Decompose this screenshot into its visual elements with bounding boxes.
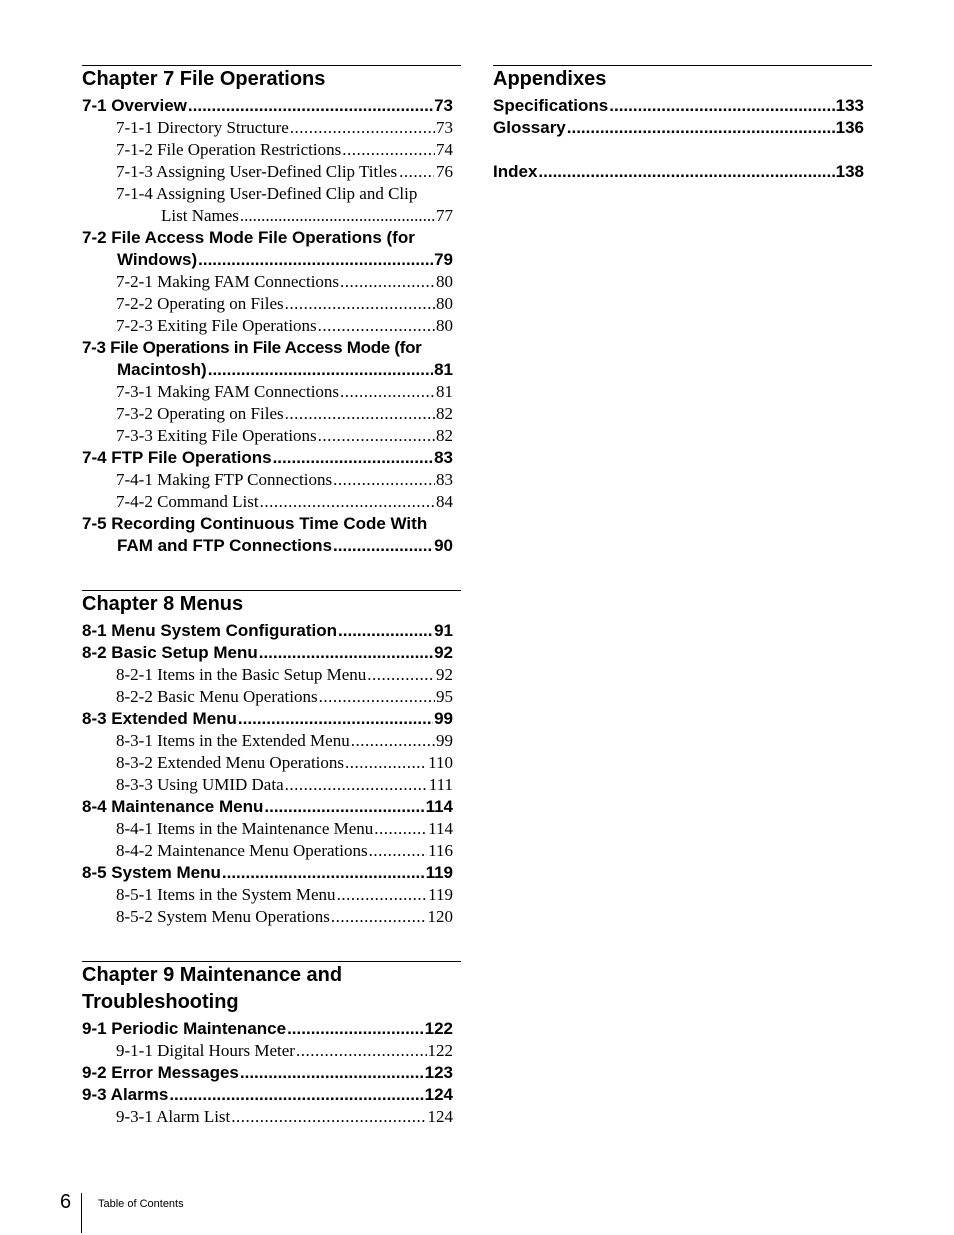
dot-leader <box>240 1062 424 1084</box>
toc-entry-label: 8-2-2 Basic Menu Operations <box>116 687 318 706</box>
toc-page-number: 91 <box>434 621 453 640</box>
toc-entry-label-line2: FAM and FTP Connections <box>117 536 333 555</box>
toc-entry-label-line2: Macintosh) <box>117 360 207 379</box>
left-column <box>82 65 461 1161</box>
dot-leader <box>273 447 434 469</box>
toc-page-number: 81 <box>436 382 453 401</box>
toc-page-number: 95 <box>436 687 453 706</box>
dot-leader <box>567 117 835 139</box>
dot-leader <box>260 491 435 513</box>
dot-leader <box>342 139 435 161</box>
toc-entry-label-line1: 7-1-4 Assigning User-Defined Clip and Clip <box>116 184 418 203</box>
toc-entry-7-1-3[interactable] <box>82 161 453 183</box>
toc-entry-label-line2: Windows) <box>117 250 198 269</box>
dot-leader <box>169 1084 423 1106</box>
toc-page-number: 99 <box>434 709 453 728</box>
toc-entry-8-5[interactable] <box>82 862 453 884</box>
dot-leader <box>351 730 435 752</box>
toc-entry-8-4-2[interactable] <box>82 840 453 862</box>
toc-entry-7-3-1[interactable] <box>82 381 453 403</box>
toc-page-number: 122 <box>427 1041 453 1060</box>
dot-leader <box>264 796 424 818</box>
toc-entry-continuation <box>82 359 453 381</box>
toc-entry-8-3-3[interactable] <box>82 774 453 796</box>
toc-page-number: 73 <box>434 96 453 115</box>
toc-entry-label: 8-1 Menu System Configuration <box>82 621 338 640</box>
toc-entry-continuation <box>116 205 453 227</box>
toc-page-number: 92 <box>436 665 453 684</box>
toc-entry-label: 7-1-1 Directory Structure <box>116 118 289 137</box>
toc-entry-8-5-1[interactable] <box>82 884 453 906</box>
dot-leader <box>290 117 435 139</box>
chapter-9-title-line1: Chapter 9 Maintenance and <box>82 964 343 986</box>
toc-entry-8-3[interactable] <box>82 708 453 730</box>
toc-entry-9-1[interactable] <box>82 1018 453 1040</box>
chapter-9-section <box>82 961 461 1128</box>
toc-entry-label: 9-3-1 Alarm List <box>116 1107 231 1126</box>
dot-leader <box>337 884 428 906</box>
right-column <box>493 65 872 216</box>
toc-entry-label: 9-2 Error Messages <box>82 1063 239 1082</box>
dot-leader <box>340 381 435 403</box>
toc-page-number: 80 <box>436 272 453 291</box>
toc-entry-label: 8-5 System Menu <box>82 863 221 882</box>
toc-entry-9-3[interactable] <box>82 1084 453 1106</box>
toc-entry-7-4-2[interactable] <box>82 491 453 513</box>
chapter-9-title <box>82 962 461 1016</box>
toc-entry-7-5[interactable] <box>82 513 453 557</box>
dot-leader <box>318 315 435 337</box>
toc-entry-label: 8-5-1 Items in the System Menu <box>116 885 336 904</box>
toc-entry-label: 9-1 Periodic Maintenance <box>82 1019 287 1038</box>
toc-entry-label-line2: List Names <box>161 206 239 225</box>
toc-entry-label: 7-3-3 Exiting File Operations <box>116 426 317 445</box>
toc-page-number: 124 <box>427 1107 453 1126</box>
toc-entry-label: Glossary <box>493 118 566 137</box>
dot-leader <box>198 249 433 271</box>
dot-leader <box>338 620 433 642</box>
appendixes-title: Appendixes <box>493 68 607 90</box>
toc-entry-7-4[interactable] <box>82 447 453 469</box>
toc-entry-7-2-3[interactable] <box>82 315 453 337</box>
dot-leader <box>287 1018 424 1040</box>
dot-leader <box>538 161 834 183</box>
toc-page-number: 138 <box>835 162 864 181</box>
dot-leader <box>238 708 433 730</box>
toc-entry-8-4[interactable] <box>82 796 453 818</box>
dot-leader <box>319 686 435 708</box>
toc-entry-8-1[interactable] <box>82 620 453 642</box>
toc-entry-label: 8-5-2 System Menu Operations <box>116 907 330 926</box>
toc-entry-label-line1: 7-5 Recording Continuous Time Code With <box>82 514 428 533</box>
toc-entry-9-3-1[interactable] <box>82 1106 453 1128</box>
toc-page-number: 92 <box>434 643 453 662</box>
toc-entry-label: 8-3-2 Extended Menu Operations <box>116 753 345 772</box>
toc-entry-label: 7-1 Overview <box>82 96 187 115</box>
toc-entry-label: 8-3-1 Items in the Extended Menu <box>116 731 350 750</box>
dot-leader <box>188 95 433 117</box>
dot-leader <box>240 205 435 227</box>
toc-entry-7-4-1[interactable] <box>82 469 453 491</box>
toc-entry-label: 8-4-1 Items in the Maintenance Menu <box>116 819 374 838</box>
toc-entry-label: 9-3 Alarms <box>82 1085 169 1104</box>
toc-entry-specifications[interactable] <box>493 95 864 117</box>
footer-page-number: 6 <box>60 1191 72 1213</box>
chapter-8-title: Chapter 8 Menus <box>82 593 244 615</box>
toc-entry-label-line1: 7-3 File Operations in File Access Mode (for <box>82 338 422 357</box>
toc-entry-9-1-1[interactable] <box>82 1040 453 1062</box>
toc-entry-label: 8-2-1 Items in the Basic Setup Menu <box>116 665 367 684</box>
toc-page-number: 81 <box>434 360 453 379</box>
toc-entry-8-4-1[interactable] <box>82 818 453 840</box>
dot-leader <box>374 818 427 840</box>
toc-entry-continuation <box>82 535 453 557</box>
toc-page-number: 133 <box>835 96 864 115</box>
toc-page-number: 114 <box>425 797 453 816</box>
toc-entry-label: 7-1-3 Assigning User-Defined Clip Titles <box>116 162 398 181</box>
toc-entry-8-3-1[interactable] <box>82 730 453 752</box>
dot-leader <box>331 906 427 928</box>
toc-page-number: 122 <box>424 1019 453 1038</box>
toc-page-number: 84 <box>436 492 453 511</box>
toc-entry-7-1-1[interactable] <box>82 117 453 139</box>
toc-page-number: 123 <box>424 1063 453 1082</box>
toc-entry-label: 8-3-3 Using UMID Data <box>116 775 284 794</box>
dot-leader <box>285 293 435 315</box>
toc-page-number: 120 <box>427 907 453 926</box>
toc-page-number: 99 <box>436 731 453 750</box>
toc-entry-label: 8-3 Extended Menu <box>82 709 237 728</box>
chapter-8-section <box>82 590 461 928</box>
toc-page-number: 111 <box>428 775 453 794</box>
spacer <box>493 139 872 161</box>
toc-entry-7-2[interactable] <box>82 227 453 271</box>
toc-page-number: 80 <box>436 294 453 313</box>
dot-leader <box>609 95 834 117</box>
toc-page-number: 136 <box>835 118 864 137</box>
toc-page-number: 77 <box>436 206 453 225</box>
toc-entry-label: 7-4-1 Making FTP Connections <box>116 470 333 489</box>
dot-leader <box>208 359 433 381</box>
footer-section-label: Table of Contents <box>98 1198 184 1210</box>
toc-entry-index[interactable] <box>493 161 864 183</box>
dot-leader <box>367 664 435 686</box>
toc-entry-8-2[interactable] <box>82 642 453 664</box>
dot-leader <box>333 535 433 557</box>
toc-entry-8-3-2[interactable] <box>82 752 453 774</box>
toc-entry-7-3-2[interactable] <box>82 403 453 425</box>
toc-entry-8-2-1[interactable] <box>82 664 453 686</box>
toc-page-number: 124 <box>424 1085 453 1104</box>
toc-page-number: 90 <box>434 536 453 555</box>
toc-page-number: 114 <box>428 819 453 838</box>
dot-leader <box>333 469 435 491</box>
chapter-7-section <box>82 65 461 557</box>
toc-entry-9-2[interactable] <box>82 1062 453 1084</box>
footer-divider <box>81 1193 82 1233</box>
toc-entry-7-2-1[interactable] <box>82 271 453 293</box>
toc-page-number: 82 <box>436 404 453 423</box>
dot-leader <box>259 642 433 664</box>
dot-leader <box>369 840 428 862</box>
toc-entry-glossary[interactable] <box>493 117 864 139</box>
toc-entry-continuation <box>82 249 453 271</box>
dot-leader <box>345 752 427 774</box>
chapter-7-title: Chapter 7 File Operations <box>82 68 326 90</box>
toc-entry-label: 9-1-1 Digital Hours Meter <box>116 1041 295 1060</box>
toc-page-number: 83 <box>436 470 453 489</box>
toc-entry-7-2-2[interactable] <box>82 293 453 315</box>
toc-page-number: 110 <box>428 753 453 772</box>
dot-leader <box>296 1040 427 1062</box>
dot-leader <box>285 774 428 796</box>
toc-page-number: 73 <box>436 118 453 137</box>
toc-page-number: 76 <box>436 162 453 181</box>
appendixes-section <box>493 65 872 183</box>
toc-entry-label: 8-2 Basic Setup Menu <box>82 643 258 662</box>
toc-entry-label: 7-3-2 Operating on Files <box>116 404 284 423</box>
dot-leader <box>340 271 435 293</box>
toc-entry-label: 8-4-2 Maintenance Menu Operations <box>116 841 368 860</box>
toc-entry-7-3[interactable] <box>82 337 453 381</box>
toc-entry-label: 7-3-1 Making FAM Connections <box>116 382 340 401</box>
dot-leader <box>231 1106 426 1128</box>
toc-entry-label: 7-2-3 Exiting File Operations <box>116 316 317 335</box>
toc-page-number: 82 <box>436 426 453 445</box>
toc-entry-label-line1: 7-2 File Access Mode File Operations (for <box>82 228 415 247</box>
dot-leader <box>318 425 435 447</box>
toc-entry-8-2-2[interactable] <box>82 686 453 708</box>
toc-page-number: 116 <box>428 841 453 860</box>
toc-entry-8-5-2[interactable] <box>82 906 453 928</box>
dot-leader <box>285 403 435 425</box>
chapter-9-title-line2: Troubleshooting <box>82 991 239 1013</box>
toc-entry-label: 7-2-2 Operating on Files <box>116 294 284 313</box>
toc-page-number: 83 <box>434 448 453 467</box>
toc-page-number: 79 <box>434 250 453 269</box>
toc-entry-label: 7-2-1 Making FAM Connections <box>116 272 340 291</box>
toc-entry-label: 7-4 FTP File Operations <box>82 448 272 467</box>
toc-entry-label: 8-4 Maintenance Menu <box>82 797 264 816</box>
toc-entry-label: Specifications <box>493 96 609 115</box>
dot-leader <box>222 862 425 884</box>
toc-page-number: 74 <box>436 140 453 159</box>
toc-page-number: 80 <box>436 316 453 335</box>
toc-entry-label: 7-4-2 Command List <box>116 492 259 511</box>
toc-page-number: 119 <box>425 863 453 882</box>
toc-entry-label: 7-1-2 File Operation Restrictions <box>116 140 342 159</box>
dot-leader <box>399 161 434 183</box>
toc-entry-7-1-4[interactable] <box>82 183 461 227</box>
toc-page-number: 119 <box>428 885 453 904</box>
toc-entry-7-1[interactable] <box>82 95 453 117</box>
toc-entry-7-3-3[interactable] <box>82 425 453 447</box>
toc-entry-label: Index <box>493 162 538 181</box>
toc-entry-7-1-2[interactable] <box>82 139 453 161</box>
